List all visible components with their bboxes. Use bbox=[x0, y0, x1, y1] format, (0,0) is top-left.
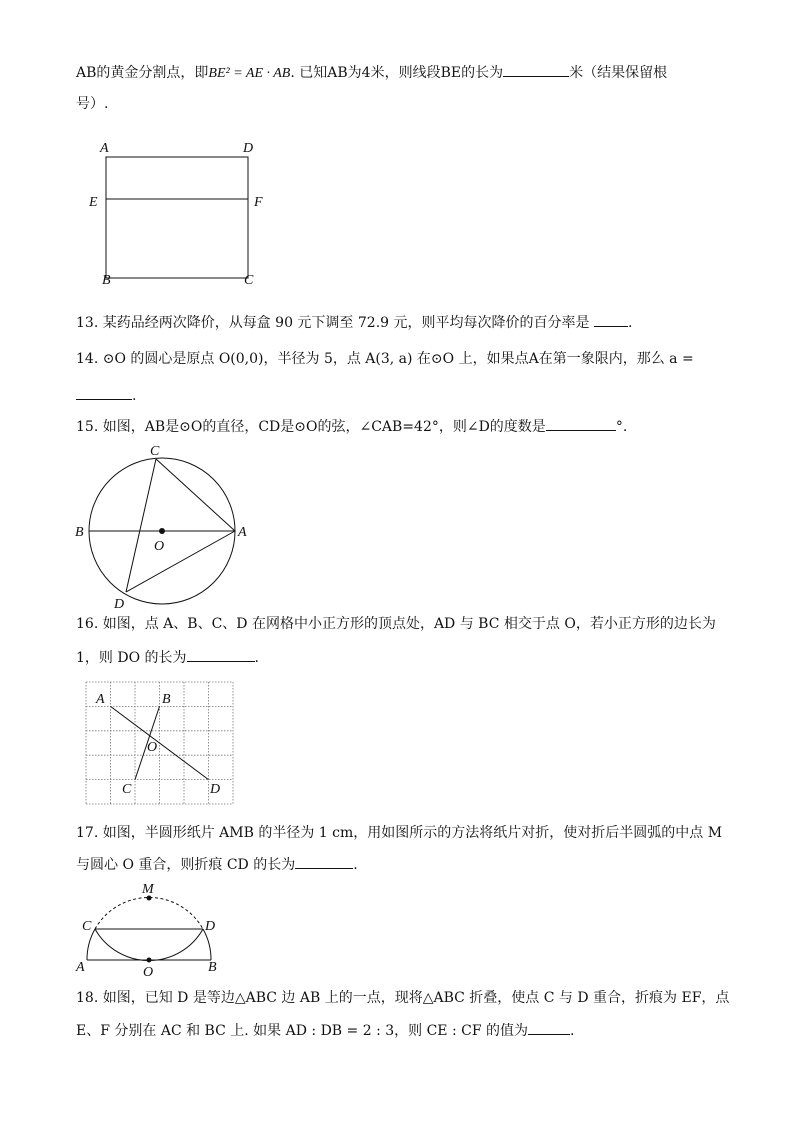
q12-label-c: C bbox=[244, 273, 254, 288]
q16-line-1 bbox=[76, 614, 716, 634]
q16-text-1: 16. 如图，点 A、B、C、D 在网格中小正方形的顶点处，AD 与 BC 相交于点 O，若小正方形的边长为 bbox=[76, 616, 716, 632]
q17-point-o bbox=[147, 958, 152, 963]
q14-answer-blank[interactable] bbox=[76, 385, 132, 400]
q17-folded-arc bbox=[95, 929, 203, 961]
q15-line bbox=[76, 416, 627, 437]
q16-label-b: B bbox=[162, 692, 171, 707]
q15-circle-figure bbox=[72, 438, 262, 614]
q12-rect-abcd bbox=[106, 157, 248, 278]
q17-line-2 bbox=[76, 854, 358, 875]
q17-semicircle-figure bbox=[70, 878, 230, 978]
q12-formula: BE² = AE · AB bbox=[208, 66, 291, 81]
q17-label-c: C bbox=[82, 919, 92, 934]
q12-text-line2: 号）. bbox=[76, 96, 109, 112]
q12-label-e: E bbox=[89, 195, 98, 210]
q17-label-m: M bbox=[142, 882, 154, 897]
q13-answer-blank[interactable] bbox=[594, 312, 628, 327]
q17-text-2: 与圆心 O 重合，则折痕 CD 的长为 bbox=[76, 857, 296, 873]
q15-label-o: O bbox=[154, 539, 165, 554]
q18-answer-blank[interactable] bbox=[528, 1020, 570, 1035]
q17-label-a: A bbox=[76, 960, 85, 975]
q16-end: . bbox=[254, 650, 259, 666]
q18-text-2: E、F 分别在 AC 和 BC 上. 如果 AD : DB = 2 : 3，则 CE : CF 的值为 bbox=[76, 1023, 529, 1039]
q12-text-post: 米（结果保留根 bbox=[569, 65, 668, 81]
q17-end: . bbox=[353, 857, 358, 873]
q17-label-d: D bbox=[205, 919, 216, 934]
q18-end: . bbox=[570, 1023, 575, 1039]
q15-chord-cd bbox=[126, 459, 156, 592]
q12-text-pre: AB的黄金分割点，即 bbox=[76, 65, 209, 81]
q18-text-1: 18. 如图，已知 D 是等边△ABC 边 AB 上的一点，现将△ABC 折叠，使点 C 与 D 重合，折痕为 EF，点 bbox=[76, 990, 730, 1006]
q13-text: 13. 某药品经两次降价，从每盒 90 元下调至 72.9 元，则平均每次降价的百分率是 bbox=[76, 315, 590, 331]
q14-text: 14. ⊙O 的圆心是原点 O(0,0)，半径为 5，点 A(3, a) 在⊙O 上，如果点A在第一象限内，那么 a = bbox=[76, 351, 694, 367]
q17-dashed-arc bbox=[95, 897, 203, 929]
q12-label-d: D bbox=[243, 141, 254, 156]
q15-text: 15. 如图，AB是⊙O的直径，CD是⊙O的弦，∠CAB=42°，则∠D的度数是 bbox=[76, 419, 546, 435]
q17-text-1: 17. 如图，半圆形纸片 AMB 的半径为 1 cm，用如图所示的方法将纸片对折，使对折后半圆弧的中点 M bbox=[76, 825, 723, 841]
q16-answer-blank[interactable] bbox=[187, 647, 255, 662]
q14-line-2 bbox=[76, 385, 136, 406]
q12-label-f: F bbox=[254, 195, 263, 210]
q15-center-dot bbox=[159, 528, 165, 534]
q15-label-c: C bbox=[150, 444, 160, 459]
q12-text-mid: . 已知AB为4米，则线段BE的长为 bbox=[290, 65, 504, 81]
q13-line bbox=[76, 312, 632, 333]
q16-line-2 bbox=[76, 647, 259, 668]
q16-text-2: 1，则 DO 的长为 bbox=[76, 650, 187, 666]
q12-label-a: A bbox=[100, 141, 109, 156]
q12-line-1 bbox=[76, 62, 667, 84]
q15-chord-da bbox=[126, 531, 235, 592]
q12-line-2 bbox=[76, 94, 108, 114]
q14-line-1 bbox=[76, 349, 694, 369]
q12-rectangle-figure bbox=[80, 136, 280, 288]
q14-end: . bbox=[132, 388, 137, 404]
q12-label-b: B bbox=[102, 273, 111, 288]
q15-label-a: A bbox=[238, 525, 247, 540]
q18-line-1 bbox=[76, 988, 729, 1008]
q17-label-o: O bbox=[143, 965, 154, 978]
q18-line-2 bbox=[76, 1020, 574, 1041]
q15-label-b: B bbox=[75, 525, 84, 540]
q17-answer-blank[interactable] bbox=[295, 854, 353, 869]
q16-label-d: D bbox=[210, 782, 221, 797]
q17-label-b: B bbox=[208, 960, 217, 975]
q15-end: °. bbox=[615, 419, 628, 435]
q13-end: . bbox=[627, 315, 633, 331]
q16-segment-ad bbox=[111, 706, 209, 779]
q16-label-a: A bbox=[96, 692, 105, 707]
q12-answer-blank[interactable] bbox=[503, 62, 569, 77]
q16-grid-figure bbox=[80, 678, 240, 808]
q15-label-d: D bbox=[114, 597, 125, 612]
q17-line-1 bbox=[76, 823, 722, 843]
q16-label-o: O bbox=[147, 740, 158, 755]
q15-chord-ca bbox=[156, 459, 235, 531]
q15-answer-blank[interactable] bbox=[546, 416, 616, 431]
q16-label-c: C bbox=[122, 782, 132, 797]
